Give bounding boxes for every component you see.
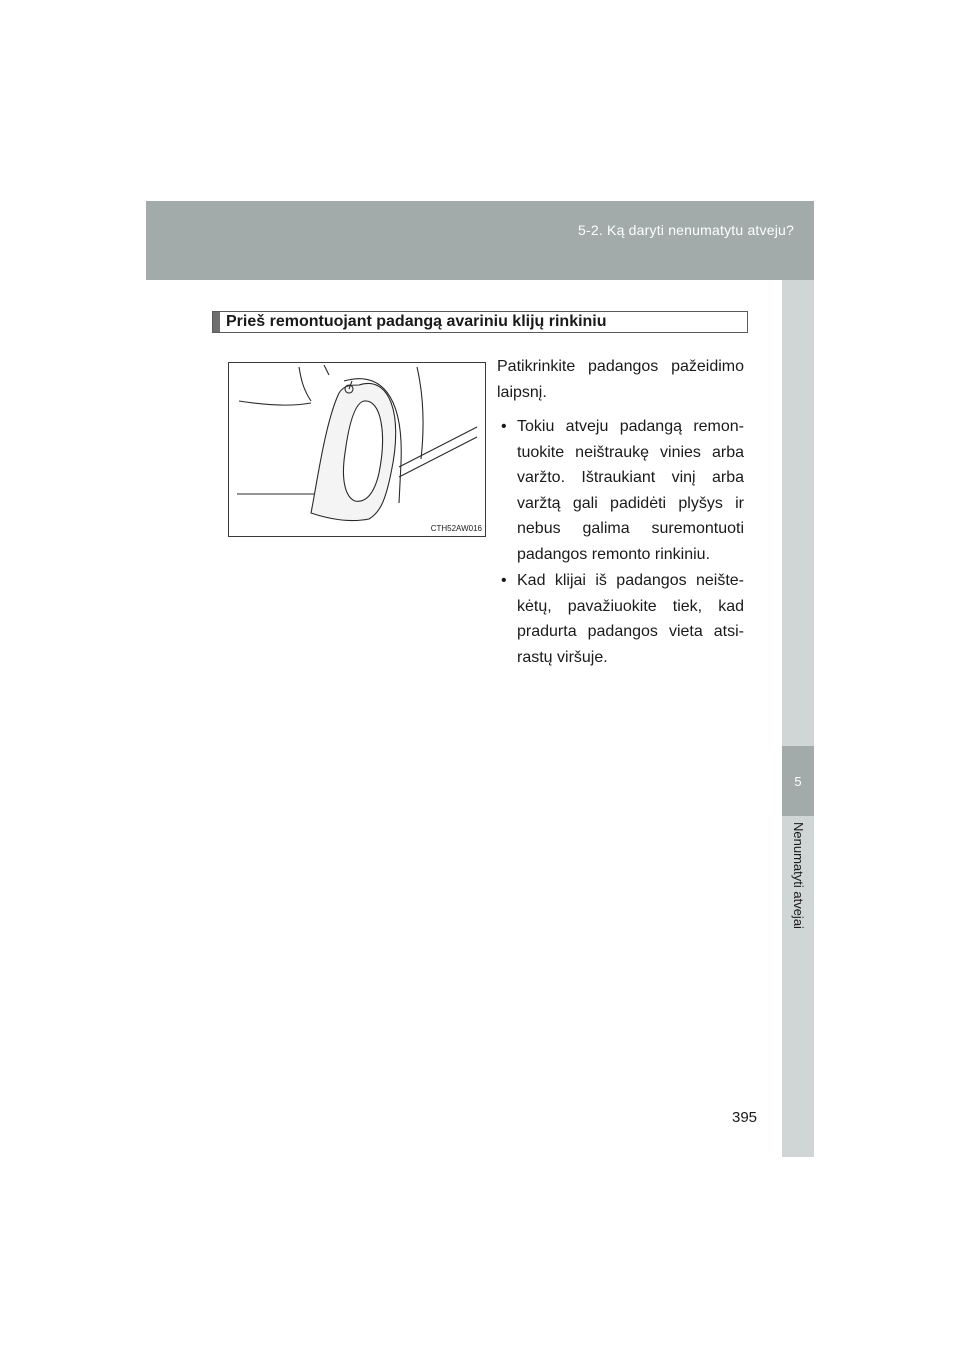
figure-code: CTH52AW016 [430,524,482,533]
heading-bar [213,312,220,332]
section-title: 5-2. Ką daryti nenumatytu atveju? [578,222,794,238]
body-text [497,354,744,671]
body-line [417,367,423,459]
chapter-number: 5 [794,774,802,789]
body-line [324,365,329,375]
intro-paragraph: Patikrinkite padangos pažeidimo laipsnį. [497,358,744,401]
chapter-label: Nenumatyti atvejai [791,822,806,929]
body-line [239,401,311,405]
body-line [299,367,311,401]
side-strip [782,280,814,1157]
bullet-dot: • [501,572,507,589]
header-band [146,201,814,280]
tire-illustration [228,362,486,537]
section-heading [212,311,748,333]
tire-drawing [229,363,486,537]
bullet-text: Tokiu atveju padangą remon-tuokite neištraukę vinies arba varžto. Ištraukiant vinį arba varžtą gali padidėti plyšys ir nebus galima suremontuoti padangos remonto rinkiniu. [517,418,744,563]
sill-line [399,427,477,467]
chapter-tab[interactable] [782,746,814,816]
bullet-list [497,414,744,670]
bullet-dot: • [501,418,507,435]
bullet-item [497,414,744,567]
bullet-item [497,568,744,670]
bullet-text: Kad klijai iš padangos neište-kėtų, pavažiuokite tiek, kad pradurta padangos vieta atsi-rastų viršuje. [517,572,744,666]
heading-text: Prieš remontuojant padangą avariniu klijų rinkiniu [226,313,607,330]
sill-line [399,437,477,477]
page-number: 395 [732,1109,758,1126]
